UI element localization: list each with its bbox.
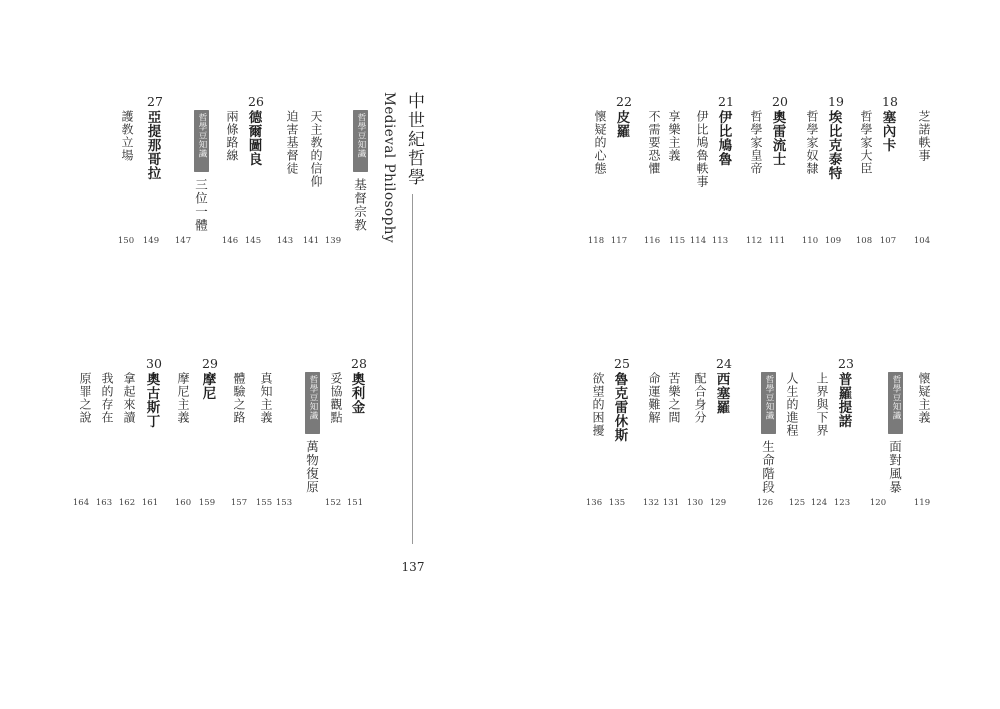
entry-title: 伊比鳩魯軼事 <box>695 110 709 188</box>
entry-page-number: 112 <box>745 236 763 246</box>
entry-page-number: 145 <box>244 236 262 246</box>
entry-title: 真知主義 <box>259 372 273 424</box>
entry-title: 懷疑的心態 <box>593 110 607 175</box>
entry-title: 摩尼主義 <box>176 372 190 424</box>
entry-page-number: 155 <box>255 498 273 508</box>
chapter-number: 22 <box>616 94 632 109</box>
section-title: 中世紀哲學 <box>404 92 424 187</box>
entry-title: 哲學家皇帝 <box>749 110 763 175</box>
chapter-number: 27 <box>147 94 163 109</box>
entry-page-number: 159 <box>198 498 216 508</box>
section-subtitle: Medieval Philosophy <box>381 92 397 244</box>
chapter-number: 29 <box>202 356 218 371</box>
entry-page-number: 126 <box>756 498 774 508</box>
entry-page-number: 157 <box>230 498 248 508</box>
entry-title: 天主教的信仰 <box>309 110 323 188</box>
entry-title: 苦樂之間 <box>667 372 681 424</box>
entry-page-number: 146 <box>221 236 239 246</box>
entry-page-number: 117 <box>610 236 628 246</box>
chapter-title: 德爾圖良 <box>245 110 262 166</box>
trivia-badge <box>761 372 776 434</box>
entry-page-number: 153 <box>275 498 293 508</box>
entry-page-number: 161 <box>141 498 159 508</box>
entry-page-number: 130 <box>686 498 704 508</box>
entry-title: 基督宗教 <box>352 178 368 232</box>
entry-title: 哲學家大臣 <box>859 110 873 175</box>
entry-page-number: 111 <box>768 236 786 246</box>
entry-title: 兩條路線 <box>225 110 239 162</box>
chapter-title: 奧古斯丁 <box>143 372 160 428</box>
entry-title: 護教立場 <box>120 110 134 162</box>
chapter-number: 20 <box>772 94 788 109</box>
trivia-entry <box>887 372 903 494</box>
entry-page-number: 107 <box>879 236 897 246</box>
entry-page-number: 115 <box>668 236 686 246</box>
chapter-title: 奧雷流士 <box>769 110 786 166</box>
entry-title: 芝諾軼事 <box>917 110 931 162</box>
entry-title: 我的存在 <box>100 372 114 424</box>
entry-title: 懷疑主義 <box>917 372 931 424</box>
entry-page-number: 118 <box>587 236 605 246</box>
entry-page-number: 160 <box>174 498 192 508</box>
trivia-badge-label: 哲學豆知識 <box>891 375 901 420</box>
trivia-badge <box>194 110 209 172</box>
entry-title: 原罪之說 <box>78 372 92 424</box>
entry-title: 欲望的困擾 <box>591 372 605 437</box>
entry-page-number: 135 <box>608 498 626 508</box>
chapter-number: 30 <box>146 356 162 371</box>
chapter-number: 25 <box>614 356 630 371</box>
entry-title: 哲學家奴隸 <box>805 110 819 175</box>
entry-title: 妥協觀點 <box>329 372 343 424</box>
entry-page-number: 162 <box>118 498 136 508</box>
entry-page-number: 123 <box>833 498 851 508</box>
trivia-badge <box>305 372 320 434</box>
entry-page-number: 132 <box>642 498 660 508</box>
chapter-number: 28 <box>351 356 367 371</box>
entry-title: 不需要恐懼 <box>647 110 661 175</box>
chapter-number: 21 <box>718 94 734 109</box>
entry-title: 命運難解 <box>647 372 661 424</box>
chapter-title: 伊比鳩魯 <box>715 110 732 166</box>
page-number: 137 <box>401 560 425 574</box>
entry-page-number: 149 <box>142 236 160 246</box>
entry-page-number: 124 <box>810 498 828 508</box>
trivia-badge <box>353 110 368 172</box>
section-divider <box>412 194 413 544</box>
entry-page-number: 131 <box>662 498 680 508</box>
entry-page-number: 104 <box>913 236 931 246</box>
entry-page-number: 109 <box>824 236 842 246</box>
trivia-entry <box>304 372 320 494</box>
entry-page-number: 113 <box>711 236 729 246</box>
entry-page-number: 152 <box>324 498 342 508</box>
chapter-number: 23 <box>838 356 854 371</box>
entry-page-number: 108 <box>855 236 873 246</box>
entry-title: 配合身分 <box>693 372 707 424</box>
chapter-number: 18 <box>882 94 898 109</box>
entry-page-number: 141 <box>302 236 320 246</box>
chapter-title: 普羅提諾 <box>835 372 852 428</box>
entry-page-number: 120 <box>869 498 887 508</box>
chapter-title: 摩尼 <box>199 372 216 400</box>
trivia-badge <box>888 372 903 434</box>
chapter-title: 皮羅 <box>613 110 630 138</box>
entry-page-number: 119 <box>913 498 931 508</box>
entry-page-number: 110 <box>801 236 819 246</box>
entry-page-number: 147 <box>174 236 192 246</box>
trivia-entry <box>193 110 209 232</box>
entry-title: 萬物復原 <box>304 440 320 494</box>
chapter-title: 奧利金 <box>348 372 365 414</box>
trivia-entry <box>352 110 368 232</box>
entry-title: 體驗之路 <box>232 372 246 424</box>
entry-page-number: 139 <box>324 236 342 246</box>
trivia-badge-label: 哲學豆知識 <box>764 375 774 420</box>
chapter-number: 26 <box>248 94 264 109</box>
entry-page-number: 114 <box>689 236 707 246</box>
entry-title: 迫害基督徒 <box>285 110 299 175</box>
trivia-badge-label: 哲學豆知識 <box>356 113 366 158</box>
entry-title: 三位一體 <box>193 178 209 232</box>
entry-page-number: 129 <box>709 498 727 508</box>
entry-title: 拿起來讀 <box>122 372 136 424</box>
chapter-title: 塞內卡 <box>879 110 896 152</box>
entry-page-number: 150 <box>117 236 135 246</box>
entry-page-number: 136 <box>585 498 603 508</box>
entry-title: 享樂主義 <box>667 110 681 162</box>
chapter-title: 西塞羅 <box>713 372 730 414</box>
chapter-number: 19 <box>828 94 844 109</box>
entry-title: 上界與下界 <box>815 372 829 437</box>
trivia-entry <box>760 372 776 494</box>
entry-title: 生命階段 <box>760 440 776 494</box>
entry-page-number: 164 <box>72 498 90 508</box>
trivia-badge-label: 哲學豆知識 <box>197 113 207 158</box>
entry-page-number: 116 <box>643 236 661 246</box>
chapter-number: 24 <box>716 356 732 371</box>
chapter-title: 魯克雷休斯 <box>611 372 628 442</box>
entry-page-number: 151 <box>346 498 364 508</box>
entry-page-number: 163 <box>95 498 113 508</box>
trivia-badge-label: 哲學豆知識 <box>308 375 318 420</box>
chapter-title: 亞提那哥拉 <box>144 110 161 180</box>
entry-page-number: 143 <box>276 236 294 246</box>
chapter-title: 埃比克泰特 <box>825 110 842 180</box>
entry-title: 面對風暴 <box>887 440 903 494</box>
entry-page-number: 125 <box>788 498 806 508</box>
entry-title: 人生的進程 <box>785 372 799 437</box>
